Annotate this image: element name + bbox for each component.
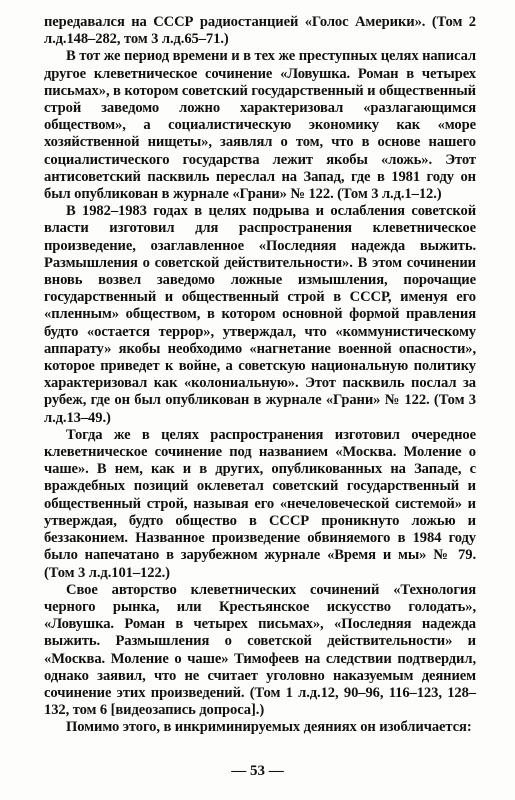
body-text (44, 14, 476, 737)
paragraph-continuation: передавался на СССР радиостанцией «Голос Америки». (Том 2 л.д.148–282, том 3 л.д.65–71.) (44, 14, 476, 48)
paragraph-moskva: Тогда же в целях распространения изготовил очередное клеветническое сочинение под названием «Москва. Моление о чаше». В нем, как и в других, опубликованных на Западе, с враждебных позиций оклеветал советский государственный и общественный строй, называя его «нечеловеческой системой» и утверждая, будто общество в СССР проникнуто ложью и беззаконием. Названное произведение обвиняемого в 1984 году было напечатано в зарубежном журнале «Время и мы» № 79. (Том 3 л.д.101–122.) (44, 426, 476, 581)
page-number: — 53 — (231, 763, 284, 779)
paragraph-poslednyaya-nadezhda: В 1982–1983 годах в целях подрыва и ослабления советской власти изготовил для распространения клеветническое произведение, озаглавленное «Последняя надежда выжить. Размышления о советской действительности». В этом сочинении вновь возвел заведомо ложные измышления, порочащие государственный и общественный строй в СССР, именуя его «пленным» обществом, в котором основной формой правления будто «остается террор», утверждал, что «коммунистическому аппарату» якобы необходимо «нагнетание военной опасности», которое приведет к войне, а советскую национальную политику характеризовал как «колониальную». Этот пасквиль послал за рубеж, где он был опубликован в журнале «Грани» № 122. (Том 3 л.д.13–49.) (44, 203, 476, 426)
paragraph-incrimination: Помимо этого, в инкриминируемых деяниях он изобличается: (66, 719, 472, 736)
paragraph-authorship: Свое авторство клеветнических сочинений «Технология черного рынка, или Крестьянское искусство голодать», «Ловушка. Роман в четырех письмах», «Последняя надежда выжить. Размышления о советской действительности» и «Москва. Моление о чаше» Тимофеев на следствии подтвердил, однако заявил, что не считает уголовно наказуемым деянием сочинение этих произведений. (Том 1 л.д.12, 90–96, 116–123, 128–132, том 6 [видеозапись допроса].) (44, 581, 476, 719)
paragraph-lovushka: В тот же период времени и в тех же преступных целях написал другое клеветническое сочинение «Ловушка. Роман в четырех письмах», в котором советский государственный и общественный строй заведомо ложно характеризовал «разлагающимся обществом», а социалистическую экономику как «море хозяйственной нищеты», заявлял о том, что в основе нашего социалистического государства лежит якобы «ложь». Этот антисоветский пасквиль переслал на Запад, где в 1981 году он был опубликован в журнале «Грани» № 122. (Том 3 л.д.1–12.) (44, 48, 476, 203)
